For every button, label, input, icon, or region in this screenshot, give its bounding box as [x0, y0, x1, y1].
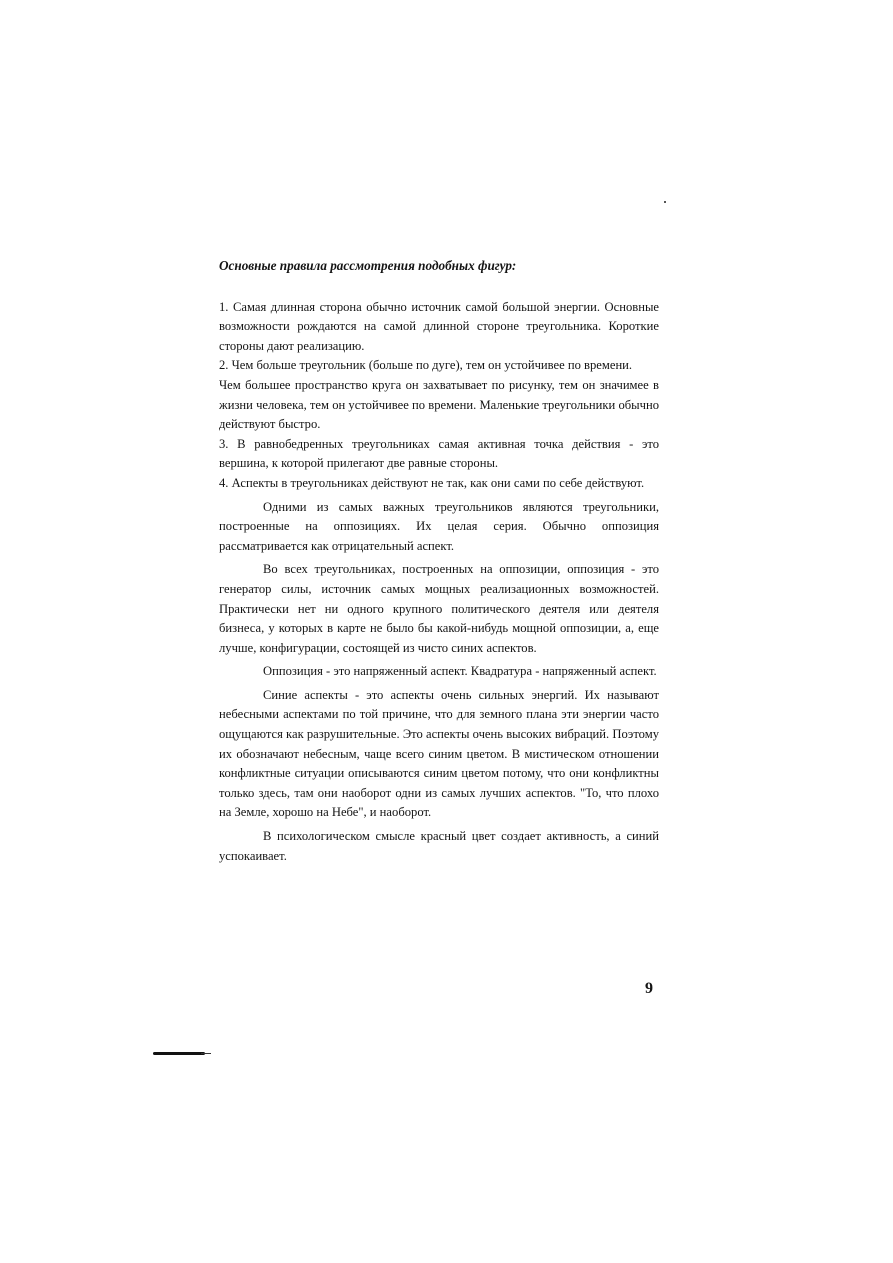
paragraph-generator: Во всех треугольниках, построенных на оппозиции, оппозиция - это генератор силы, источник самых мощных реализационных возможностей. Практически нет ни одного крупного политического деятеля или деятеля бизнеса, у которых в карте не было бы какой-нибудь мощной оппозиции, а, еще лучше, конфигурации, состоящей из чисто синих аспектов. — [219, 562, 659, 655]
rule-3: 3. В равнобедренных треугольниках самая активная точка действия - это вершина, к которой прилегают две равные стороны. — [219, 436, 659, 471]
section-heading: Основные правила рассмотрения подобных фигур: — [219, 258, 517, 273]
rule-2-continued: Чем большее пространство круга он захватывает по рисунку, тем он значимее в жизни человека, тем он устойчивее по времени. Маленькие треугольники обычно действуют быстро. — [219, 377, 659, 432]
paragraph-blue-aspects: Синие аспекты - это аспекты очень сильных энергий. Их называют небесными аспектами по той причине, что для земного плана эти энергии часто ощущаются как разрушительные. Это аспекты очень высоких вибраций. Поэтому их обозначают небесным, чаще всего синим цветом. В мистическом отношении конфликтные ситуации описываются синим цветом потому, что они конфликтны только здесь, там они наоборот одни из самых лучших аспектов. "То, что плохо на Земле, хорошо на Небе", и наоборот. — [219, 687, 659, 820]
rule-2: 2. Чем больше треугольник (больше по дуге), тем он устойчивее по времени. — [219, 358, 633, 373]
page-number: 9 — [645, 980, 653, 997]
rule-4: 4. Аспекты в треугольниках действуют не так, как они сами по себе действуют. — [219, 475, 645, 490]
text-column — [219, 256, 659, 866]
scan-mark — [153, 1052, 205, 1055]
rule-1: 1. Самая длинная сторона обычно источник самой большой энергии. Основные возможности рождаются на самой длинной стороне треугольника. Короткие стороны дают реализацию. — [219, 299, 659, 353]
paragraph-tense-aspects: Оппозиция - это напряженный аспект. Квадратура - напряженный аспект. — [263, 664, 657, 679]
paragraph-colors: В психологическом смысле красный цвет создает активность, а синий успокаивает. — [219, 829, 659, 863]
scan-speck — [664, 201, 666, 203]
paragraph-oppositions: Одними из самых важных треугольников являются треугольники, построенные на оппозициях. Их целая серия. Обычно оппозиция рассматривается как отрицательный аспект. — [219, 499, 659, 553]
